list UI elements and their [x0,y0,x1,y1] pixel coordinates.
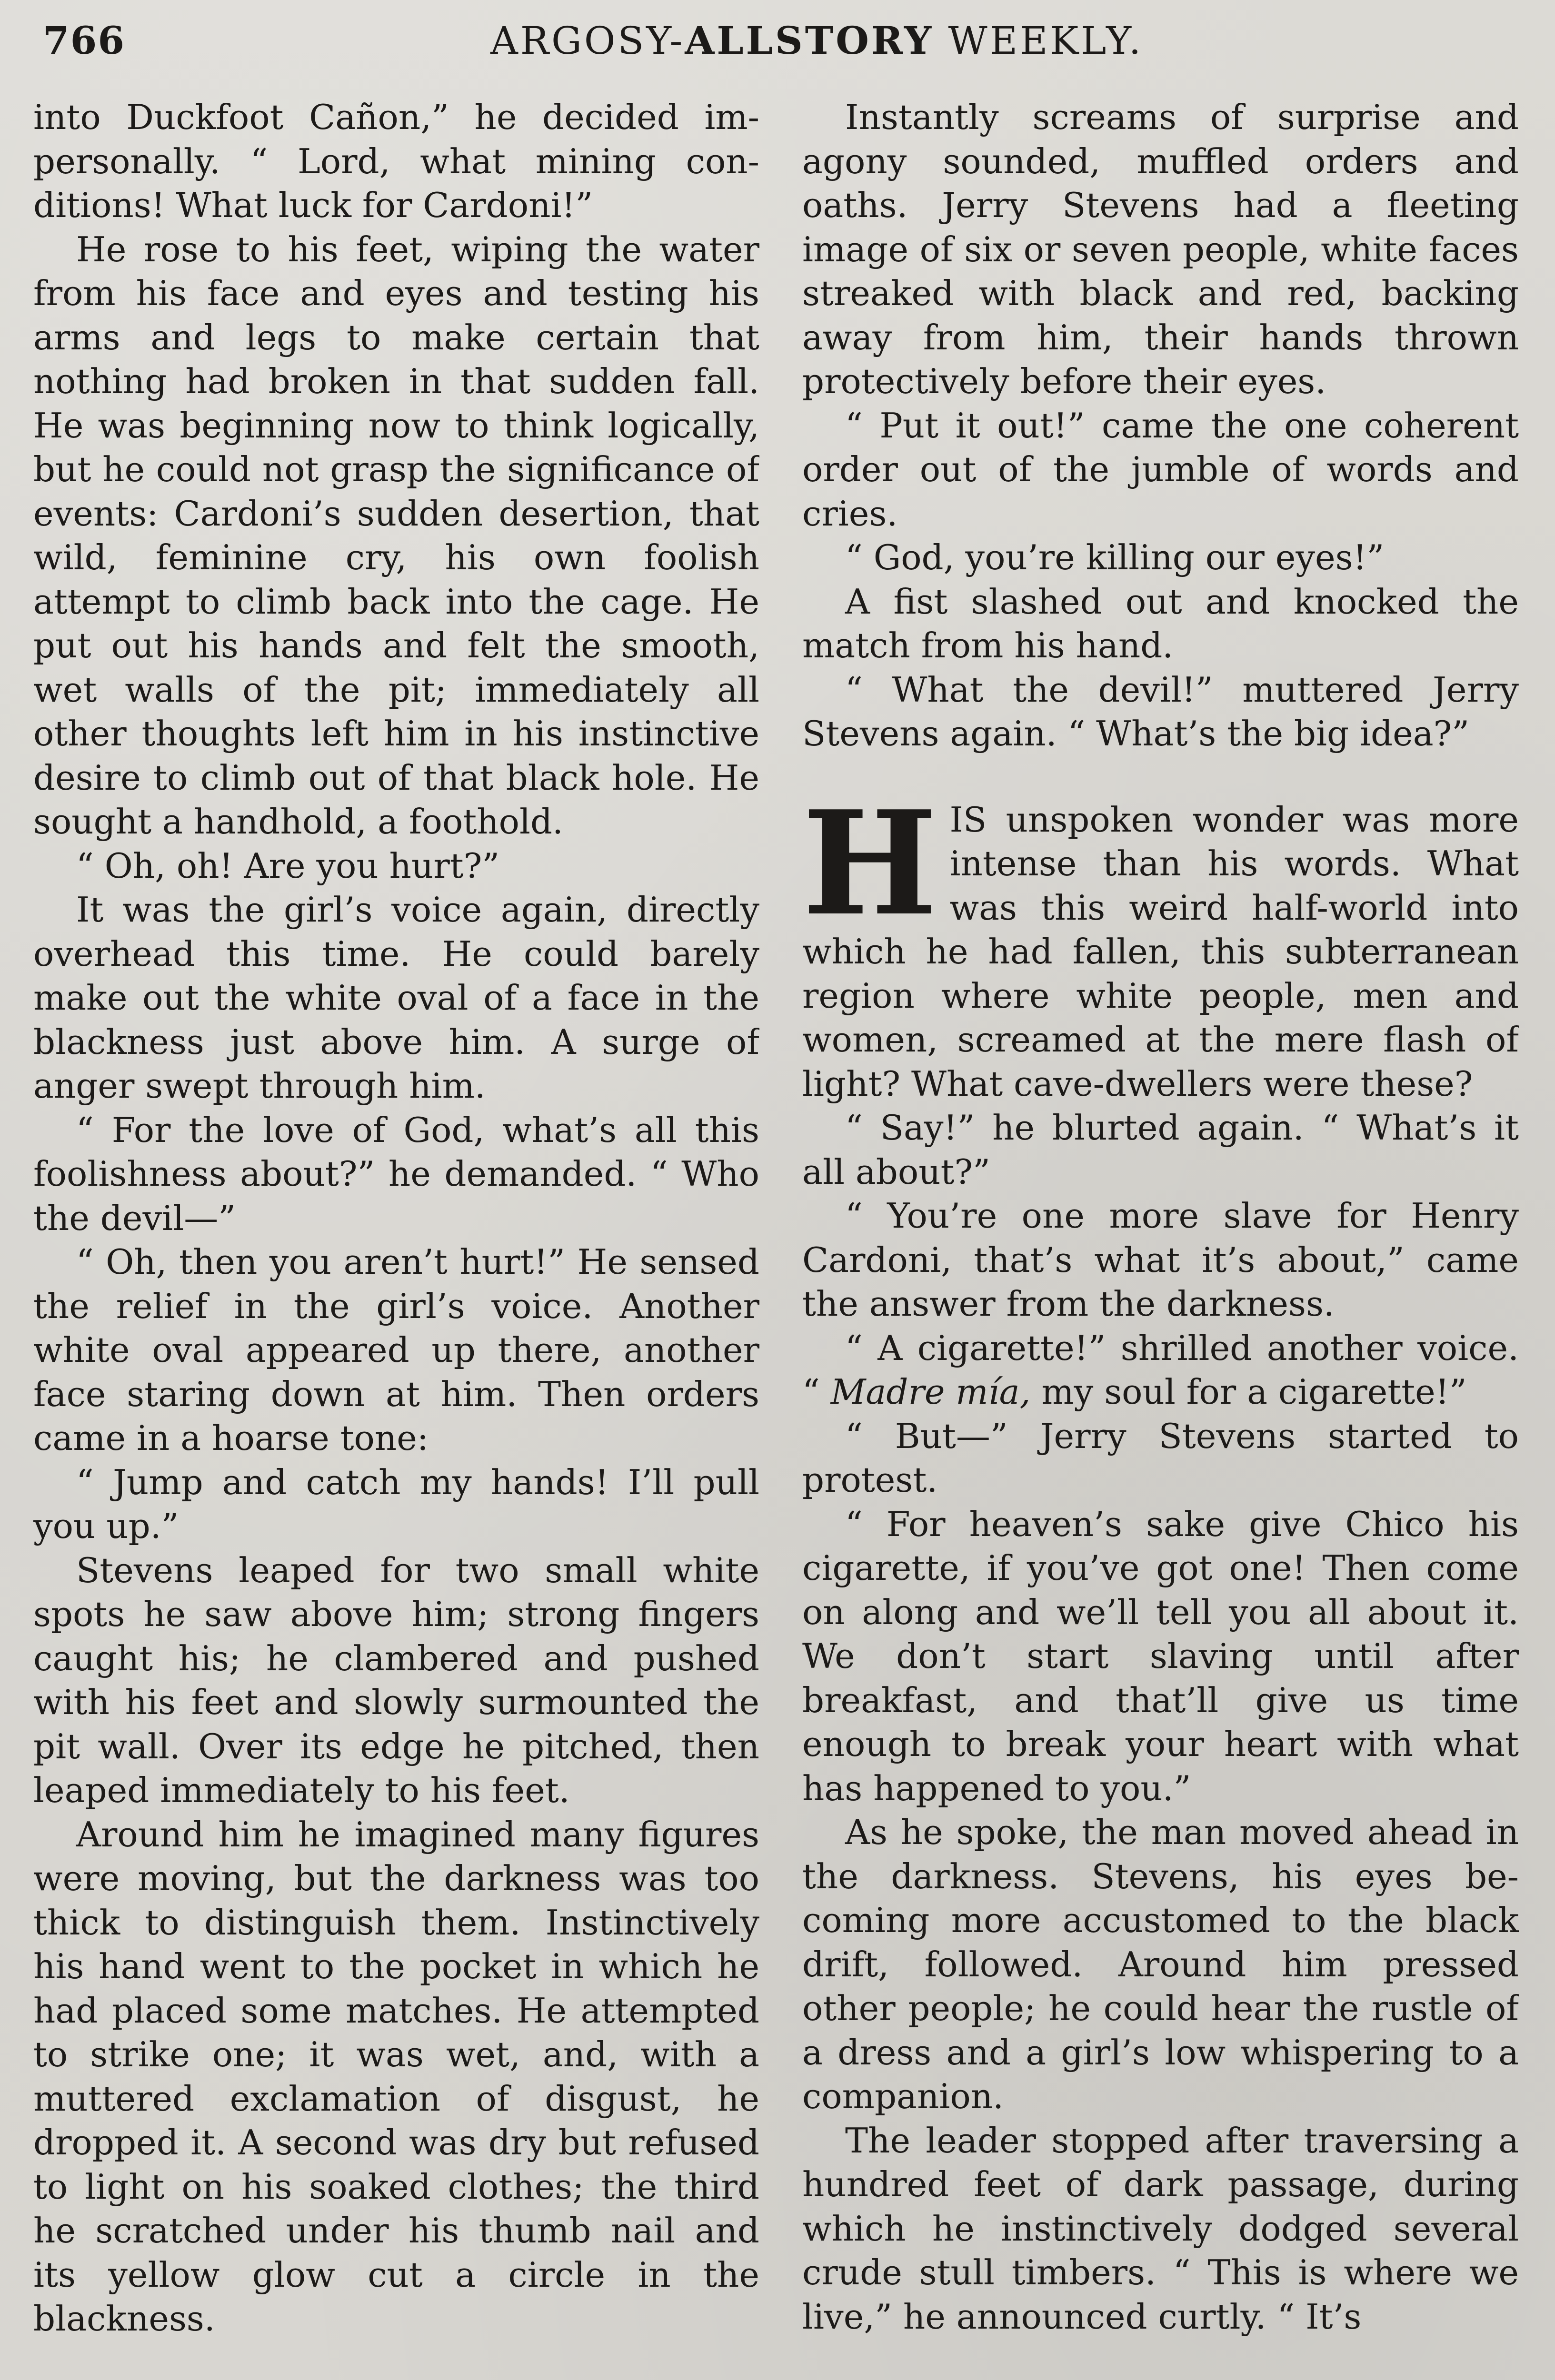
paragraph: “ Oh, oh! Are you hurt?” [76,845,500,886]
section-opening-paragraph [802,779,1519,1106]
page-number: 766 [43,18,125,63]
running-head [490,18,1143,63]
paragraph: “ For the love of God, what’s all this foolishness about?” he demanded. “ Who the devil—” [33,1110,759,1238]
drop-cap: H [802,779,937,947]
paragraph: As he spoke, the man moved ahead in the darkness. Stevens, his eyes becoming more accustomed to the black drift, followed. Around him pressed other people; he could hear the rustle of a dress and a girl’s low whispering to a companion. [802,1812,1519,2116]
paragraph: into Duckfoot Cañon,” he decided impersonally. “ Lord, what mining conditions! What luck for Cardoni!” [33,97,759,225]
left-column [33,95,759,2380]
paragraph [802,1326,1519,1414]
section-opening-text: IS unspoken wonder was more intense than his words. What was this weird half-world into which he had fallen, this subterranean region where white people, men and women, screamed at the mere flash of light? What cave-dwellers were these? [802,799,1519,1104]
paragraph: It was the girl’s voice again, directly overhead this time. He could barely make out the white oval of a face in the blackness just above him. A surge of anger swept through him. [33,890,759,1106]
paragraph: He rose to his feet, wiping the water from his face and eyes and testing his arms and legs to make certain that nothing had broken in that sudden fall. He was beginning now to think logically, but he could not grasp the significance of events: Cardoni’s sudden desertion, that wild, feminine cry, his own foolish attempt to climb back into the cage. He put out his hands and felt the smooth, wet walls of the pit; immediately all other thoughts left him in his instinctive desire to climb out of that black hole. He sought a handhold, a foothold. [33,229,759,842]
paragraph-text: my soul for a cigarette!” [1030,1372,1467,1412]
paragraph: “ For heaven’s sake give Chico his cigarette, if you’ve got one! Then come on along and we’ll tell you all about it. We don’t start slaving until after breakfast, and that’ll give us time enough to break your heart with what has happened to you.” [802,1504,1519,1808]
paragraph: Stevens leaped for two small white spots he saw above him; strong fingers caught his; he clambered and pushed with his feet and slowly surmounted the pit wall. Over its edge he pitched, then leaped immediately to his feet. [33,1550,759,1810]
running-head-part3: WEEKLY. [934,19,1144,63]
right-column [802,95,1519,2380]
running-head-part2: ALLSTORY [685,18,934,63]
italic-phrase: Madre mía, [830,1372,1031,1412]
running-head-part1: ARGOSY- [490,19,685,63]
paragraph: “ Oh, then you aren’t hurt!” He sensed the relief in the girl’s voice. Another white oval appeared up there, another face staring down at him. Then orders came in a hoarse tone: [33,1242,759,1458]
paragraph: Around him he imagined many figures were moving, but the darkness was too thick to distinguish them. Instinctively his hand went to the pocket in which he had placed some matches. He attempted to strike one; it was wet, and, with a muttered exclamation of disgust, he dropped it. A second was dry but refused to light on his soaked clothes; the third he scratched under his thumb nail and its yellow glow cut a circle in the blackness. [33,1814,759,2339]
paragraph: “ Jump and catch my hands! I’ll pull you up.” [33,1462,759,1546]
paragraph: “ Put it out!” came the one coherent order out of the jumble of words and cries. [802,405,1519,534]
paragraph: “ You’re one more slave for Henry Cardoni, that’s what it’s about,” came the answer from the darkness. [802,1196,1519,1324]
paragraph: A fist slashed out and knocked the match from his hand. [802,581,1519,665]
paragraph: “ Say!” he blurted again. “ What’s it all about?” [802,1108,1519,1192]
paragraph-text: “ A cigarette!” shrilled another voice. “ [802,1328,1519,1412]
paragraph: The leader stopped after traversing a hundred feet of dark passage, during which he instinctively dodged several crude stull timbers. “ This is where we live,” he announced curtly. “ It’s [802,2120,1519,2337]
paragraph: Instantly screams of surprise and agony sounded, muffled orders and oaths. Jerry Stevens had a fleeting image of six or seven people, white faces streaked with black and red, backing away from him, their hands thrown protectively before their eyes. [802,97,1519,401]
paragraph: “ What the devil!” muttered Jerry Stevens again. “ What’s the big idea?” [802,669,1519,754]
paragraph: “ God, you’re killing our eyes!” [845,537,1385,577]
page-header [43,13,1519,75]
paragraph: “ But—” Jerry Stevens started to protest. [802,1416,1519,1500]
